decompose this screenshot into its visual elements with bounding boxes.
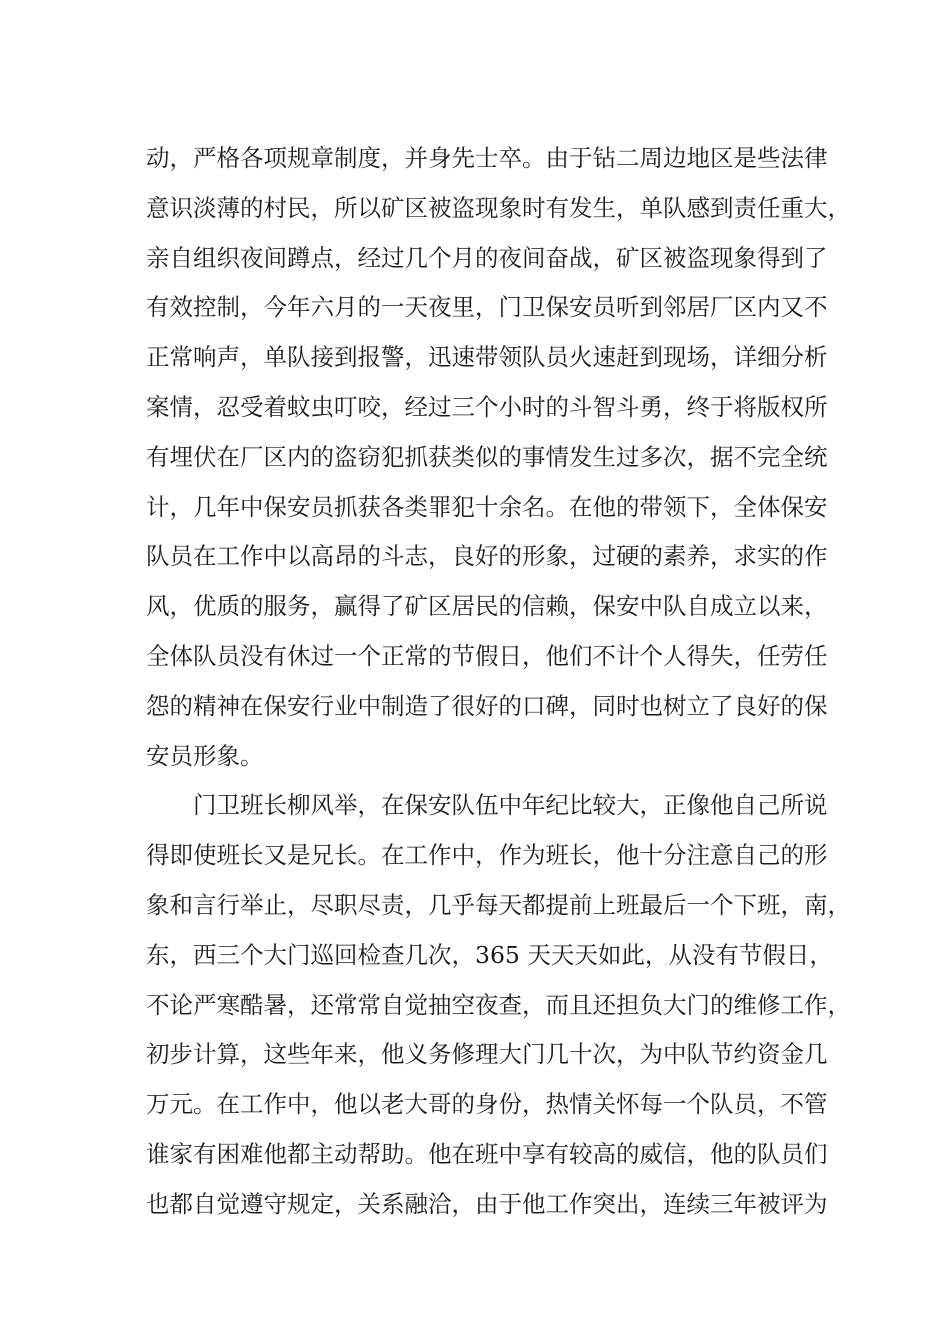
paragraph-first-line: 门卫班长柳风举，在保安队伍中年纪比较大，正像他自己所说 [193,791,828,820]
text-line: 案情，忍受着蚊虫叮咬，经过三个小时的斗智斗勇，终于将版权所 [146,392,828,421]
text-line: 得即使班长又是兄长。在工作中，作为班长，他十分注意自己的形 [146,841,828,870]
text-line: 亲自组织夜间蹲点，经过几个月的夜间奋战，矿区被盗现象得到了 [146,243,828,272]
text-line: 也都自觉遵守规定，关系融洽，由于他工作突出，连续三年被评为 [146,1189,828,1218]
text-line: 安员形象。 [146,741,264,770]
text-line: 风，优质的服务，赢得了矿区居民的信赖，保安中队自成立以来， [146,592,828,621]
text-line: 有效控制，今年六月的一天夜里，门卫保安员听到邻居厂区内又不 [146,293,828,322]
text-line: 谁家有困难他都主动帮助。他在班中享有较高的威信，他的队员们 [146,1139,828,1168]
text-line: 有埋伏在厂区内的盗窃犯抓获类似的事情发生过多次，据不完全统 [146,442,828,471]
text-line: 东，西三个大门巡回检查几次，365 天天天如此，从没有节假日， [146,940,833,969]
body-text [146,134,851,1230]
text-line: 万元。在工作中，他以老大哥的身份，热情关怀每一个队员，不管 [146,1090,828,1119]
text-line: 正常响声，单队接到报警，迅速带领队员火速赶到现场，详细分析 [146,343,828,372]
text-line: 意识淡薄的村民，所以矿区被盗现象时有发生，单队感到责任重大， [146,193,851,222]
text-line: 队员在工作中以高昂的斗志，良好的形象，过硬的素养，求实的作 [146,542,828,571]
text-line: 不论严寒酷暑，还常常自觉抽空夜查，而且还担负大门的维修工作， [146,990,851,1019]
text-line: 全体队员没有休过一个正常的节假日，他们不计个人得失，任劳任 [146,641,828,670]
text-line: 象和言行举止，尽职尽责，几乎每天都提前上班最后一个下班，南， [146,890,851,919]
text-line: 动，严格各项规章制度，并身先士卒。由于钻二周边地区是些法律 [146,144,828,172]
text-line: 计，几年中保安员抓获各类罪犯十余名。在他的带领下，全体保安 [146,492,828,521]
text-line: 怨的精神在保安行业中制造了很好的口碑，同时也树立了良好的保 [146,691,828,720]
text-line: 初步计算，这些年来，他义务修理大门几十次，为中队节约资金几 [146,1040,828,1069]
